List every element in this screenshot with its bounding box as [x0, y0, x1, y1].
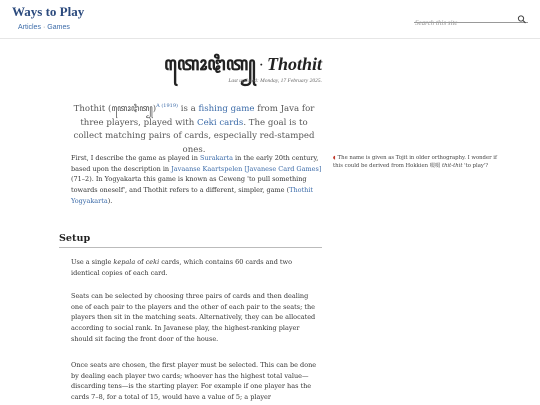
section-heading-setup: Setup — [59, 233, 322, 248]
ceki-cards-link[interactable]: Ceki cards — [197, 117, 244, 128]
source-link[interactable]: Javaanse Kaartspelen [Javanese Card Games] — [171, 164, 322, 173]
body-text: in the early 20th century, based upon the description in — [71, 154, 319, 173]
body-text: (71–2). In Yogyakarta this game is known as Ceweng 'to pull something towards oneself', and Thothit refers to a different, simpler, game ( — [71, 175, 307, 195]
sidenote-text: The name is given as Tojit in older orthography. I wonder if this could be derived from Hokkien 啜啜 — [333, 155, 497, 170]
sidenote — [333, 154, 503, 171]
title-javanese-script: ꦠꦺꦴꦛꦶꦠ꧀ — [164, 54, 256, 75]
title-separator: · — [258, 57, 264, 74]
last-updated: Last updated: Monday, 17 February 2025. — [228, 78, 322, 84]
body-text: First, I describe the game as played in — [71, 154, 200, 162]
surakarta-link[interactable]: Surakarta — [199, 154, 233, 162]
intro-paragraph — [71, 153, 322, 207]
sidenote-text: 'to play'? — [462, 163, 489, 170]
body-text: cards, which contains 60 cards and two identical copies of each card. — [71, 258, 293, 277]
citation-link[interactable]: A (1919) — [156, 103, 178, 109]
lede-text: is a — [177, 104, 199, 114]
body-text: Use a single — [71, 258, 114, 266]
lede-script: ꦠꦺꦴꦛꦶꦠ꧀ — [111, 104, 153, 114]
search-icon[interactable] — [517, 10, 527, 21]
sidenote-italic: thit-thit — [441, 163, 463, 170]
lede-text: from Java for three players, played with — [80, 104, 315, 128]
nav-separator: · — [42, 24, 46, 31]
search-box — [414, 10, 528, 23]
header-divider — [0, 38, 540, 39]
fishing-game-link[interactable]: fishing game — [198, 104, 255, 114]
nav-articles-link[interactable]: Articles — [18, 24, 41, 31]
lede-text: Thothit ( — [73, 104, 112, 114]
setup-paragraph-3: Once seats are chosen, the first player must be selected. This can be done by dealing each player two cards; whoever has the highest total value—discarding tens—is the starting player. For example if one player has the cards 7–8, for a total of 15, would have a value of 5; a player — [71, 361, 317, 402]
lede-text: . The goal is to collect matching pairs of cards, especially red-stamped ones. — [73, 117, 315, 155]
title-latin: Thothit — [266, 54, 322, 74]
lede-text: ) — [152, 104, 157, 114]
thothit-yogyakarta-link[interactable]: Thothit Yogyakarta — [71, 186, 314, 205]
nav-games-link[interactable]: Games — [47, 24, 70, 31]
setup-paragraph-2: Seats can be selected by choosing three pairs of cards and then dealing one of each pair to the players and the other of each pair to the seats; the players then sit in the matching seats. Alternatively, they can be allocated according to social rank. In Javanese play, the highest-ranking player should sit facing the front door of the house. — [71, 292, 316, 343]
search-input[interactable] — [414, 18, 511, 29]
site-title[interactable]: Ways to Play — [12, 4, 85, 19]
body-text: of — [135, 258, 146, 266]
lede-paragraph — [66, 100, 322, 157]
setup-paragraph-1 — [71, 257, 322, 278]
body-text: ). — [107, 196, 113, 205]
sidenote-marker-icon: ◖ — [333, 155, 336, 161]
site-nav — [18, 24, 70, 31]
ceki-term: ceki — [145, 258, 160, 266]
kepala-term: kepala — [113, 258, 136, 266]
